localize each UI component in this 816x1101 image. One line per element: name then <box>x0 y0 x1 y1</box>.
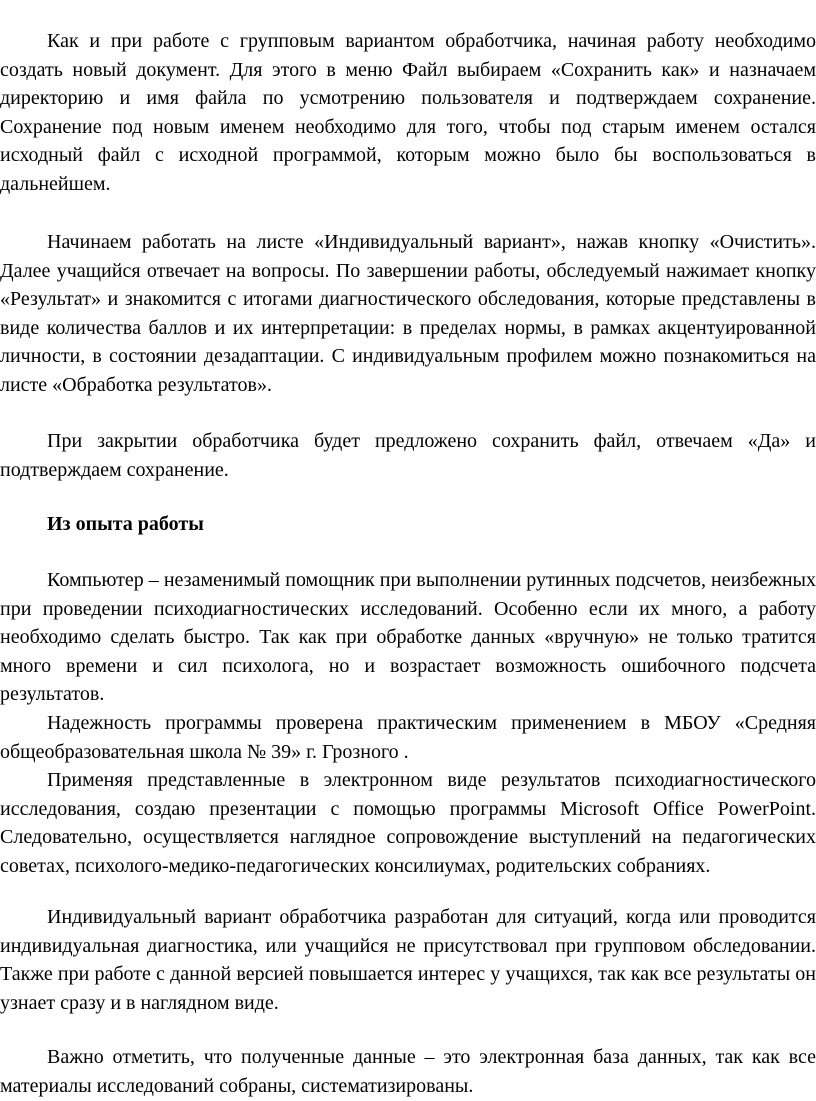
paragraph: Компьютер – незаменимый помощник при выполнении рутинных подсчетов, неизбежных при проведении психодиагностических исследований. Особенно если их много, а работу необходимо сделать быстро. Так как при обработке данных «вручную» не только тратится много времени и сил психолога, но и возрастает возможность ошибочного подсчета результатов. <box>0 569 816 705</box>
paragraph: Индивидуальный вариант обработчика разработан для ситуаций, когда или проводится индивидуальная диагностика, или учащийся не присутствовал при групповом обследовании. Также при работе с данной версией повышается интерес у учащихся, так как все результаты он узнает сразу и в наглядном виде. <box>0 906 816 1014</box>
paragraph: Надежность программы проверена практическим применением в МБОУ «Средняя общеобразовательная школа № 39» г. Грозного . <box>0 712 816 763</box>
paragraph: Применяя представленные в электронном виде результатов психодиагностического исследования, создаю презентации с помощью программы Microsoft Office PowerPoint. Следовательно, осуществляется наглядное сопровождение выступлений на педагогических советах, психолого-медико-педагогических консилиумах, родительских собраниях. <box>0 769 816 877</box>
paragraph: Важно отметить, что полученные данные – это электронная база данных, так как все материалы исследований собраны, систематизированы. <box>0 1046 816 1097</box>
paragraph: При закрытии обработчика будет предложено сохранить файл, отвечаем «Да» и подтверждаем сохранение. <box>0 430 816 481</box>
section-heading: Из опыта работы <box>47 513 204 535</box>
paragraph: Как и при работе с групповым вариантом обработчика, начиная работу необходимо создать новый документ. Для этого в меню Файл выбираем «Сохранить как» и назначаем директорию и имя файла по усмотрению пользователя и подтверждаем сохранение. Сохранение под новым именем необходимо для того, чтобы под старым именем остался исходный файл с исходной программой, которым можно было бы воспользоваться в дальнейшем. <box>0 30 816 195</box>
paragraph: Начинаем работать на листе «Индивидуальный вариант», нажав кнопку «Очистить». Далее учащийся отвечает на вопросы. По завершении работы, обследуемый нажимает кнопку «Результат» и знакомится с итогами диагностического обследования, которые представлены в виде количества баллов и их интерпретации: в пределах нормы, в рамках акцентуированной личности, в состоянии дезадаптации. С индивидуальным профилем можно познакомиться на листе «Обработка результатов». <box>0 231 816 396</box>
